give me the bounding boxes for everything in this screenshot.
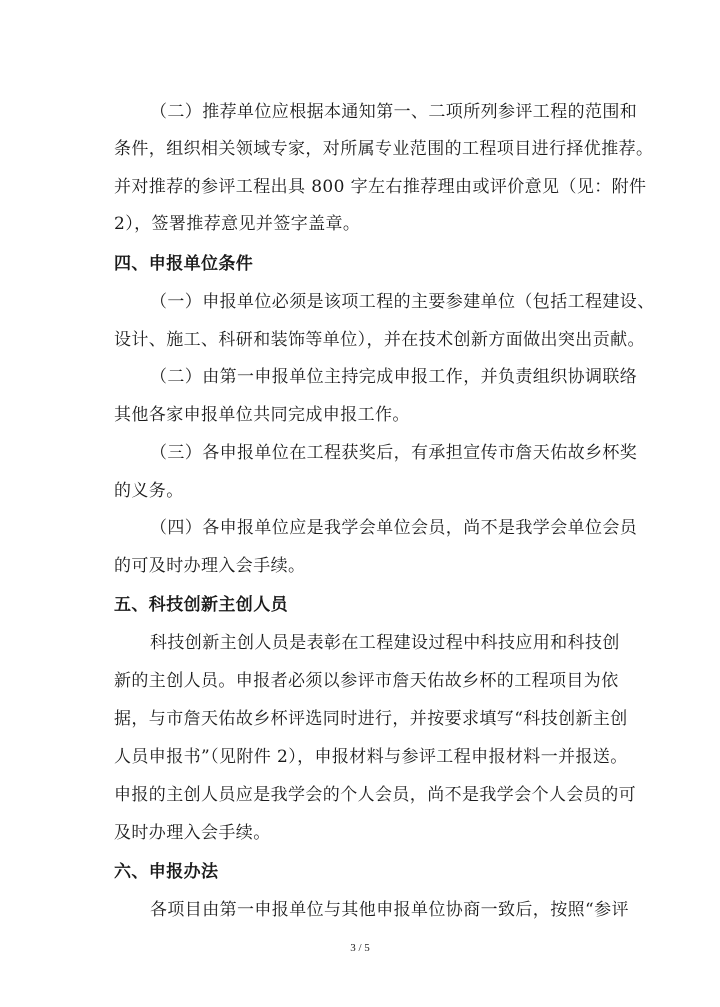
paragraph-line: 申报的主创人员应是我学会的个人会员，尚不是我学会个人会员的可: [114, 785, 636, 805]
paragraph-line: 设计、施工、科研和装饰等单位），并在技术创新方面做出突出贡献。: [114, 330, 645, 350]
paragraph-line: （一）申报单位必须是该项工程的主要参建单位（包括工程建设、: [150, 292, 655, 312]
paragraph-line: 的义务。: [114, 481, 184, 501]
paragraph-line: （二）推荐单位应根据本通知第一、二项所列参评工程的范围和: [150, 102, 638, 122]
section-heading: 五、科技创新主创人员: [114, 595, 288, 615]
paragraph-line: 新的主创人员。申报者必须以参评市詹天佑故乡杯的工程项目为依: [114, 671, 619, 691]
paragraph-line: （二）由第一申报单位主持完成申报工作，并负责组织协调联络: [150, 367, 638, 387]
paragraph-line: 并对推荐的参评工程出具 800 字左右推荐理由或评价意见（见：附件: [114, 177, 647, 197]
section-heading: 四、申报单位条件: [114, 254, 254, 274]
paragraph-line: 其他各家申报单位共同完成申报工作。: [114, 405, 410, 425]
paragraph-line: 科技创新主创人员是表彰在工程建设过程中科技应用和科技创: [150, 633, 620, 653]
paragraph-line: （四）各申报单位应是我学会单位会员，尚不是我学会单位会员: [150, 518, 638, 538]
paragraph-line: 2），签署推荐意见并签字盖章。: [114, 214, 361, 234]
paragraph-line: 据，与市詹天佑故乡杯评选同时进行，并按要求填写“科技创新主创: [114, 709, 628, 729]
paragraph-line: 的可及时办理入会手续。: [114, 556, 306, 576]
paragraph-line: 各项目由第一申报单位与其他申报单位协商一致后，按照“参评: [150, 900, 629, 920]
page-number: 3 / 5: [350, 942, 370, 954]
paragraph-line: （三）各申报单位在工程获奖后，有承担宣传市詹天佑故乡杯奖: [150, 443, 638, 463]
paragraph-line: 及时办理入会手续。: [114, 823, 271, 843]
paragraph-line: 人员申报书”（见附件 2），申报材料与参评工程申报材料一并报送。: [114, 747, 628, 767]
section-heading: 六、申报办法: [114, 862, 219, 882]
paragraph-line: 条件，组织相关领域专家，对所属专业范围的工程项目进行择优推荐。: [114, 139, 654, 159]
